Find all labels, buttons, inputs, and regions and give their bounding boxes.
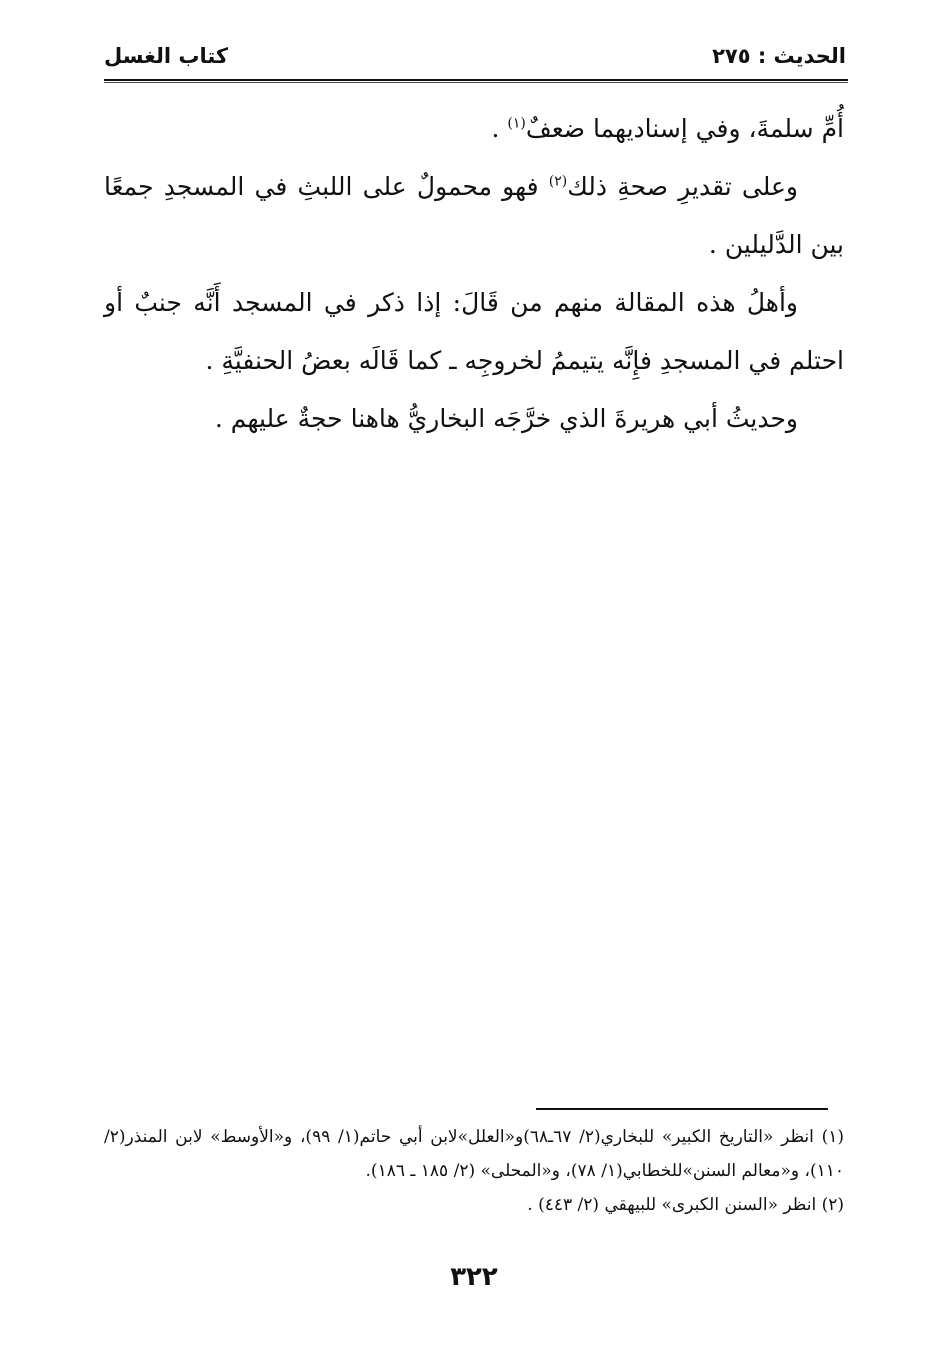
footnote-separator (536, 1108, 828, 1110)
paragraph-4: وحديثُ أبي هريرةَ الذي خرَّجَه البخاريُّ هاهنا حجةٌ عليهم . (214, 404, 798, 433)
footnote-1: (١) انظر «التاريخ الكبير» للبخاري(٢/ ٦٧ـ٦٨)و«العلل»لابن أبي حاتم(١/ ٩٩)، و«الأوسط» لابن المنذر(٢/ ١١٠)، و«معالم السنن»للخطابي(١/ ٧٨)، و«المحلى» (٢/ ١٨٥ ـ ١٨٦). (104, 1127, 844, 1181)
chapter-title-header: كتاب الغسل (104, 44, 229, 68)
running-header (104, 44, 846, 74)
paragraph-3: وأهلُ هذه المقالة منهم من قَالَ: إذا ذكر في المسجد أَنَّه جنبٌ أو احتلم في المسجدِ فإِنَّه يتيممُ لخروجِه ـ كما قَالَه بعضُ الحنفيَّةِ . (104, 288, 844, 375)
hadith-number-header: الحديث : ٢٧٥ (712, 44, 846, 68)
paragraph-1: أُمِّ سلمةَ، وفي إسناديهما ضعفٌ$^{(١)}$ . (491, 114, 844, 143)
page-number: ٣٢٢ (450, 1262, 498, 1292)
footnote-ref-2[interactable]: (٢) (548, 173, 568, 190)
footnote-ref-1[interactable]: (١) (507, 115, 526, 132)
header-rule-thin (104, 82, 848, 83)
header-rule (104, 79, 848, 81)
footnotes (104, 1120, 844, 1222)
paragraph-2: وعلى تقديرِ صحةِ ذلك$^{(٢)}$ فهو محمولٌ على اللبثِ في المسجدِ جمعًا بين الدَّليلين . (104, 172, 844, 259)
footnote-2: (٢) انظر «السنن الكبرى» للبيهقي (٢/ ٤٤٣) . (527, 1195, 844, 1215)
main-text (104, 100, 844, 448)
